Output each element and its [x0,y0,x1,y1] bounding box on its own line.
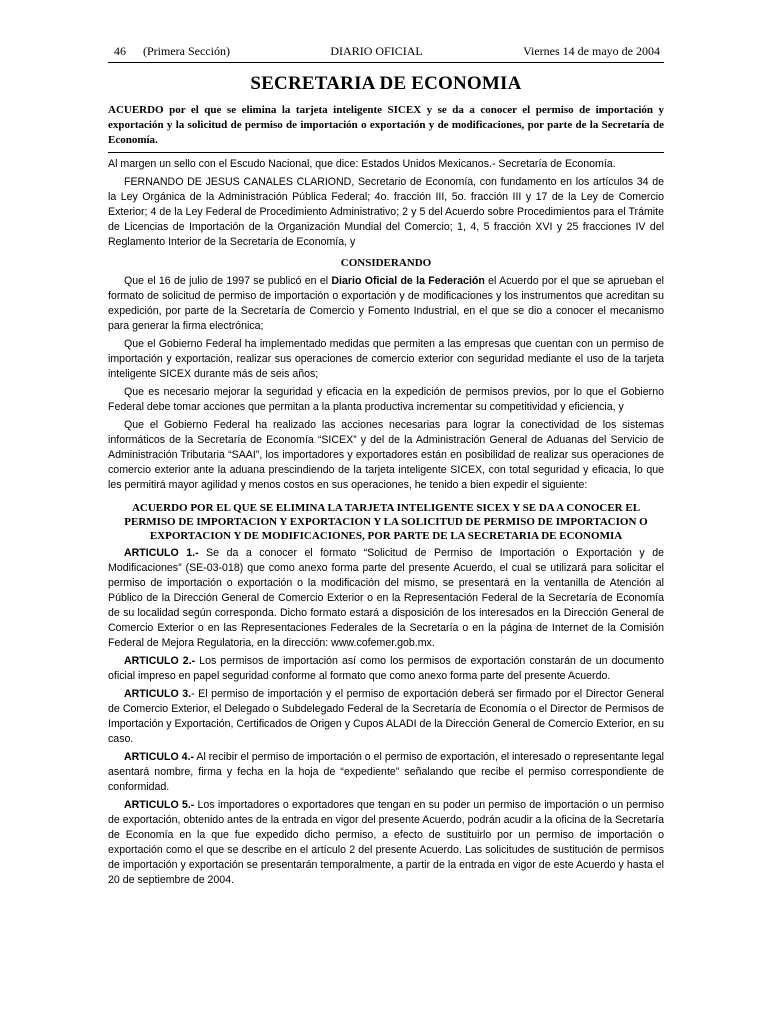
article-text: Se da a conocer el formato “Solicitud de Permiso de Importación o Exportación y de Modificaciones” (SE-03-018) que como anexo forma parte del presente Acuerdo, el cual se utilizará para solicitar el permiso de importación o exportación o la modificación del mismo, se presentará en la ventanilla de Atención al Público de la Dirección General de Comercio Exterior o en la Representación Federal de la Secretaría de Economía de su localidad según corresponda. Dicho formato estará a disposición de los interesados en la Dirección General de Comercio Exterior o en las Representaciones Federales de la Secretaría o en la página de Internet de la Comisión Federal de Mejora Regulatoria, en la dirección: www.cofemer.gob.mx. [108,547,664,649]
article-label: ARTICULO 2.- [124,655,196,667]
header-left [114,44,230,59]
considerando-1-after: el Acuerdo por el que se aprueban el formato de solicitud de permiso de importación o exportación y de modificaciones y los instrumentos que acreditan su expedición, por parte de la Secretaría de Comercio y Fomento Industrial, en el que se dio a conocer el mecanismo para generar la firma electrónica; [108,275,664,332]
publication-name: DIARIO OFICIAL [330,44,423,58]
considerando-heading: CONSIDERANDO [340,257,432,269]
article-2 [108,654,664,684]
considerando-paragraph-1 [108,274,664,334]
decree-title: ACUERDO POR EL QUE SE ELIMINA LA TARJETA INTELIGENTE SICEX Y SE DA A CONOCER EL PERMISO DE IMPORTACION Y EXPORTACION Y LA SOLICITUD DE PERMISO DE IMPORTACION O EXPORTACION Y DE MODIFICACIONES, POR PARTE DE LA SECRETARIA DE ECONOMIA [124,502,648,542]
article-label: ARTICULO 1.- [124,547,199,559]
decree-summary: ACUERDO por el que se elimina la tarjeta inteligente SICEX y se da a conocer el permiso de importación y exportación y la solicitud de permiso de importación o exportación y de modificaciones, por parte de la Secretaría de Economía. [108,103,664,153]
considerando-paragraph-4: Que el Gobierno Federal ha realizado las acciones necesarias para lograr la conectividad de los sistemas informáticos de la Secretaría de Economía “SICEX” y del de la Administración General de Aduanas del Servicio de Administración Tributaria “SAAI”, los importadores y exportadores están en posibilidad de realizar sus operaciones de comercio exterior ante la aduana prescindiendo de la tarjeta inteligente SICEX, con total seguridad y eficacia, lo que les permitirá mayor agilidad y menos costos en sus operaciones, he tenido a bien expedir el siguiente: [108,419,664,491]
article-text: Los permisos de importación así como los permisos de exportación constarán de un documento oficial impreso en papel seguridad conforme al formato que como anexo forma parte del presente Acuerdo. [108,655,664,682]
article-4 [108,750,664,795]
page-title: SECRETARIA DE ECONOMIA [250,73,522,94]
article-1 [108,546,664,651]
page-header [108,44,664,63]
publication-date: Viernes 14 de mayo de 2004 [523,44,660,58]
seal-paragraph: Al margen un sello con el Escudo Nacional, que dice: Estados Unidos Mexicanos.- Secretaría de Economía. [108,158,616,170]
preamble-paragraph: FERNANDO DE JESUS CANALES CLARIOND, Secretario de Economía, con fundamento en los artículos 34 de la Ley Orgánica de la Administración Pública Federal; 4o. fracción III, 5o. fracción III y 17 de la Ley de Comercio Exterior; 4 de la Ley Federal de Procedimiento Administrativo; 2 y 5 del Acuerdo sobre Procedimientos para el Trámite de Licencias de Importación de la Organización Mundial del Comercio; 1, 4, 5 fracción XVI y 25 fracciones IV del Reglamento Interior de la Secretaría de Economía, y [108,176,664,248]
article-label: ARTICULO 3. [124,688,192,700]
article-label: ARTICULO 4.- [124,751,195,763]
article-text: - El permiso de importación y el permiso de exportación deberá ser firmado por el Director General de Comercio Exterior, el Delegado o Subdelegado Federal de la Secretaría de Economía o el Director de Permisos de Importación y Exportación, Certificados de Origen y Cupos ALADI de la Dirección General de Comercio Exterior, en su caso. [108,688,664,745]
article-3 [108,687,664,747]
considerando-paragraph-2: Que el Gobierno Federal ha implementado medidas que permiten a las empresas que cuentan con un permiso de importación y exportación, realizar sus operaciones de comercio exterior con seguridad mediante el uso de la tarjeta inteligente SICEX durante más de seis años; [108,338,664,380]
document-body [108,157,664,888]
article-text: Al recibir el permiso de importación o el permiso de exportación, el interesado o representante legal asentará nombre, firma y fecha en la hoja de “expediente” señalando que recibe el permiso correspondiente de conformidad. [108,751,664,793]
article-text: Los importadores o exportadores que tengan en su poder un permiso de importación o un permiso de exportación, obtenido antes de la entrada en vigor del presente Acuerdo, podrán acudir a la oficina de la Secretaría de Economía en la que fue expedido dicho permiso, a efecto de sustituirlo por un permiso de importación o exportación como el que se describe en el artículo 2 del presente Acuerdo. Las solicitudes de sustitución de permisos de importación y exportación se presentarán temporalmente, a partir de la entrada en vigor de este Acuerdo y hasta el 20 de septiembre de 2004. [108,799,664,886]
considerando-paragraph-3: Que es necesario mejorar la seguridad y eficacia en la expedición de permisos previos, por lo que el Gobierno Federal debe tomar acciones que permitan a la planta productiva incrementar su competitividad y eficiencia, y [108,386,664,413]
document-page [108,44,664,888]
page-number: 46 [114,44,126,58]
section-label: (Primera Sección) [143,44,230,58]
article-5 [108,798,664,888]
diario-oficial-name: Diario Oficial de la Federación [331,275,485,287]
considerando-1-before: Que el 16 de julio de 1997 se publicó en el [124,275,332,287]
article-label: ARTICULO 5.- [124,799,195,811]
